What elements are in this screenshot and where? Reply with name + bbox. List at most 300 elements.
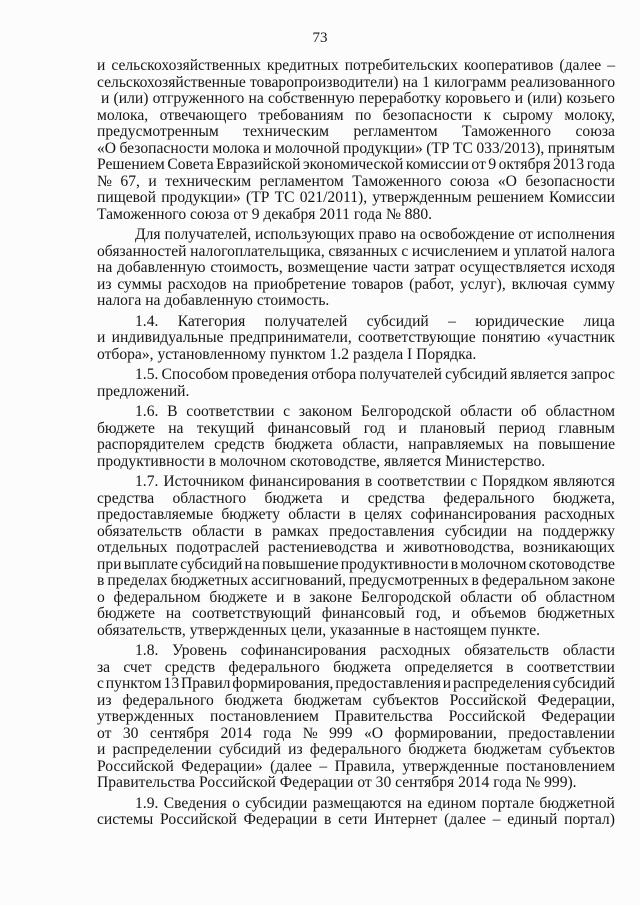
text-word: года [586, 156, 615, 173]
text-word: формирования, [232, 675, 334, 692]
text-word: Правительства [97, 774, 200, 791]
text-word: на [232, 275, 248, 293]
text-word: утвержденным [372, 189, 472, 206]
text-word: цели, [290, 621, 331, 639]
text-word: кооперативов [463, 57, 554, 74]
text-word: субсидий [552, 675, 615, 692]
text-word: суммы [117, 275, 162, 293]
text-line [97, 524, 615, 541]
text-word: молоку, [564, 106, 615, 124]
text-word: Таможенного [352, 172, 442, 190]
text-word: утвержденных [97, 708, 195, 725]
text-word: Сведения [163, 794, 227, 812]
text-word: областного [172, 489, 247, 507]
text-word: получателей, [164, 226, 252, 243]
text-word: на [400, 226, 416, 243]
text-word: области [562, 642, 615, 659]
text-word: скотоводстве, [289, 452, 384, 470]
text-word: указанные [330, 621, 404, 639]
text-word: декабря [263, 205, 320, 223]
text-word: на [168, 419, 184, 437]
text-word: 30 [375, 774, 396, 791]
text-word: молочном [460, 555, 527, 573]
text-word: соответствии [186, 403, 275, 420]
text-word: сельскохозяйственные [97, 73, 246, 91]
text-word: (далее [270, 757, 312, 775]
text-word: счет [123, 658, 152, 676]
text-word: пищевой [97, 189, 157, 206]
text-word: продукции» [161, 189, 241, 206]
text-word: запрос [570, 366, 615, 383]
text-word: ТС [274, 189, 295, 206]
text-word: бюджете [97, 419, 155, 437]
text-line [97, 557, 615, 574]
text-word: скотоводстве [528, 555, 615, 573]
text-word: в [450, 555, 459, 573]
text-word: продукции» [343, 139, 423, 157]
text-word: приобретение [253, 275, 347, 293]
text-word: единый [507, 811, 558, 828]
text-line [97, 404, 615, 421]
text-word: предусмотренным [97, 123, 219, 140]
text-word: федеральном [113, 588, 201, 606]
text-word: по [355, 106, 372, 124]
text-word: животноводства, [403, 539, 515, 556]
text-word: областном [545, 588, 615, 606]
text-word: 1.5. [135, 366, 159, 383]
text-word: «О [497, 172, 517, 190]
text-word: о [97, 588, 105, 606]
text-word: включая [511, 275, 568, 293]
text-word: 880. [404, 205, 433, 223]
text-word: сети [338, 811, 368, 828]
text-word: распорядителем [97, 436, 205, 453]
text-word: добавленную [117, 259, 206, 276]
text-word: о [232, 794, 240, 812]
text-word: федерального [228, 658, 320, 676]
text-word: в [208, 452, 220, 470]
text-word: при [97, 555, 122, 573]
text-word: год, [415, 605, 441, 622]
text-word: средства [367, 489, 425, 507]
text-word: № [385, 205, 405, 223]
text-word: расходов [167, 275, 227, 293]
document-body [97, 58, 615, 829]
text-word: в [293, 588, 301, 606]
text-word: на [145, 292, 165, 309]
text-word: пределах [107, 572, 168, 589]
text-word: Категория [177, 312, 246, 330]
text-word: отбора», [97, 345, 158, 363]
text-word: отбора [311, 366, 357, 383]
text-word: Правительства [334, 708, 433, 725]
text-word: продуктивности [97, 452, 209, 470]
text-word: с [401, 242, 409, 260]
text-word: 9 [488, 156, 497, 173]
text-word: бюджета [333, 658, 392, 676]
text-word: коровьего [445, 90, 511, 107]
text-word: утвержденные [402, 757, 499, 775]
text-line [97, 157, 615, 174]
text-word: субсидий [366, 312, 429, 330]
text-word: предприниматели, [229, 329, 352, 346]
text-word: и [451, 605, 461, 622]
text-word: Федерации, [537, 691, 615, 709]
text-word: Федерации [541, 708, 615, 725]
text-word: из [97, 691, 112, 709]
text-word: 1.2 [329, 345, 353, 363]
text-word: обязательств [97, 522, 182, 540]
text-line [97, 643, 615, 660]
text-word: безопасности [119, 139, 209, 157]
text-word: «О [97, 139, 117, 157]
text-word: собственную [267, 90, 355, 107]
text-word: субъектов [548, 741, 615, 758]
text-line [97, 174, 615, 191]
text-word: отвечающего [159, 106, 247, 124]
text-word: и [514, 90, 524, 107]
text-word: Российской [449, 691, 527, 709]
text-word: обязательств [464, 642, 550, 659]
text-word: предложений. [97, 382, 190, 400]
text-word: в [506, 658, 514, 676]
text-word: и [101, 90, 110, 107]
text-word: (или) [113, 90, 149, 107]
text-word: № [302, 724, 318, 742]
text-line [97, 693, 615, 710]
text-word: с [97, 675, 104, 692]
text-word: 1.6. [135, 403, 159, 420]
text-word: бюджете [97, 605, 155, 622]
text-word: на [248, 90, 264, 107]
text-word: софинансирования [240, 642, 367, 659]
text-word: Белгородской [360, 588, 452, 606]
text-word: утвержденных [189, 621, 291, 639]
text-word: период [498, 419, 546, 437]
text-word: 2014 [220, 724, 252, 742]
text-word: регламентом [259, 172, 344, 190]
text-line [97, 108, 615, 125]
text-word: Таможенного [461, 123, 552, 140]
text-word: на [513, 436, 529, 453]
text-word: проведения [231, 366, 309, 383]
text-word: Белгородской [360, 403, 452, 420]
text-word: от [471, 156, 486, 173]
text-word: настоящем [414, 621, 491, 639]
text-word: в [403, 621, 415, 639]
text-word: Порядка. [416, 345, 477, 363]
text-word: поддержку [542, 522, 615, 540]
text-line [97, 227, 615, 244]
text-word: 1.7. [135, 473, 159, 490]
text-line [97, 796, 615, 813]
text-word: с [283, 403, 291, 420]
text-word: В [167, 403, 178, 420]
text-word: кредитных [266, 57, 339, 74]
text-word: стоимость, [210, 259, 283, 276]
text-word: и [97, 329, 106, 346]
text-word: Интернет [374, 811, 438, 828]
text-word: право [358, 226, 397, 243]
text-word: переработку [358, 90, 442, 107]
text-word: 999). [544, 774, 577, 791]
text-word: за [97, 658, 111, 676]
text-word: от [97, 724, 112, 742]
text-word: ассигнований, [251, 572, 346, 589]
text-word: товаров [351, 275, 404, 293]
text-word: субсидии [245, 794, 308, 812]
text-word: области [192, 522, 245, 540]
text-word: законе [309, 588, 353, 606]
text-line [97, 590, 615, 607]
text-word: Федерации [243, 811, 318, 828]
text-word: 1.8. [135, 642, 159, 659]
text-word: на [244, 555, 260, 573]
text-line [97, 775, 615, 792]
text-word: и [97, 57, 106, 74]
text-word: освобождение [419, 226, 515, 243]
text-word: потребительских [344, 57, 458, 74]
text-word: системы [97, 811, 154, 828]
text-word: и [263, 139, 272, 157]
text-word: бюджетам [293, 691, 362, 709]
text-word: I [407, 345, 417, 363]
text-line [97, 507, 615, 524]
text-word: федерального [122, 691, 214, 709]
text-line [97, 260, 615, 277]
text-word: исполнения [536, 226, 615, 243]
text-word: № [525, 774, 545, 791]
text-word: установленному [157, 345, 270, 363]
text-word: бюджетных [537, 605, 615, 622]
text-word: Для [135, 226, 161, 243]
text-line [97, 244, 615, 261]
text-word: областном [545, 403, 615, 420]
text-word: юридические [475, 312, 565, 330]
text-word: уплатой [513, 242, 568, 260]
text-word: в [364, 473, 373, 490]
text-word: Комиссии [549, 189, 615, 206]
text-word: 021/2011), [299, 189, 368, 206]
text-word: «участник [546, 329, 615, 346]
text-word: Правил [180, 675, 231, 692]
text-word: – [448, 312, 456, 330]
text-word: товаропроизводители) [249, 73, 399, 91]
text-word: (работ, [409, 275, 455, 293]
text-word: к [483, 106, 492, 124]
text-line [97, 742, 615, 759]
text-word: и [442, 675, 452, 692]
text-word: от [357, 774, 376, 791]
text-word: субсидий [445, 366, 508, 383]
text-word: Порядком [482, 473, 549, 490]
text-word: Российской [448, 708, 526, 725]
text-word: налога [97, 292, 146, 309]
text-word: с [470, 473, 478, 490]
text-word: растениеводства [267, 539, 378, 556]
text-word: исходя [570, 259, 615, 276]
text-word: от [518, 226, 533, 243]
text-word: расходных [544, 506, 615, 523]
text-word: Таможенного [97, 205, 191, 223]
text-word: продуктивности [340, 555, 449, 573]
text-word: бюджета [264, 489, 323, 507]
text-word: ТС [452, 139, 473, 157]
text-word: из [288, 741, 303, 758]
text-word: области [288, 506, 341, 523]
text-word: субсидий [180, 555, 243, 573]
text-word: сентября [149, 724, 209, 742]
text-word: Уровень [172, 642, 227, 659]
text-line [97, 367, 615, 384]
text-line [97, 437, 615, 454]
text-line [97, 759, 615, 776]
text-line [97, 573, 615, 590]
text-word: налога [570, 242, 615, 260]
text-word: определяется [404, 658, 493, 676]
text-word: октября [498, 156, 551, 173]
text-word: текущий [196, 419, 255, 437]
text-word: «О [363, 724, 383, 742]
text-word: молочном [219, 452, 290, 470]
text-word: лица [583, 312, 615, 330]
text-word: размещаются [312, 794, 402, 812]
text-word: молочной [274, 139, 340, 157]
text-word: требованиям [258, 106, 344, 124]
text-word: федерального [309, 741, 402, 758]
text-line [97, 540, 615, 557]
text-word: области [460, 588, 513, 606]
text-line [97, 384, 615, 401]
text-word: Решением [97, 156, 165, 173]
text-word: сентября [395, 774, 459, 791]
text-line [97, 207, 615, 224]
text-word: Министерство. [445, 452, 546, 470]
text-word: бюджетам [473, 741, 542, 758]
text-line [97, 330, 615, 347]
text-line [97, 314, 615, 331]
text-line [97, 75, 615, 92]
text-word: в [97, 572, 105, 589]
text-word: 1 [422, 73, 430, 91]
text-word: (далее [559, 57, 602, 74]
text-word: пунктом [105, 675, 162, 692]
text-word: объемов [471, 605, 527, 622]
text-word: год [363, 419, 386, 437]
text-word: Федерации» [181, 757, 263, 775]
text-word: предоставляемые [97, 506, 214, 523]
text-word: является [383, 452, 446, 470]
text-word: года [353, 205, 386, 223]
text-word: индивидуальные [111, 329, 224, 346]
text-line [97, 676, 615, 693]
text-word: бюджетной [539, 794, 615, 812]
text-word: распределении [112, 741, 212, 758]
text-word: в [254, 522, 262, 540]
text-word: Федерации [279, 774, 358, 791]
text-word: бюджета, [552, 489, 615, 507]
text-word: субсидии [444, 522, 507, 540]
text-word: (ТР [426, 139, 450, 157]
text-word: 30 [122, 724, 139, 742]
text-line [97, 491, 615, 508]
text-word: и [276, 588, 285, 606]
text-word: обязанностей [97, 242, 187, 260]
text-word: средства [97, 489, 155, 507]
text-word: обязательств, [97, 621, 190, 639]
text-word: сумму [573, 275, 615, 293]
text-word: в [348, 506, 357, 523]
text-word: бюджетных [170, 572, 249, 589]
text-word: стоимость. [256, 292, 330, 309]
text-line [97, 812, 615, 829]
text-word: союза [575, 123, 615, 140]
text-word: субъектов [372, 691, 439, 709]
text-word: на [406, 794, 423, 812]
text-word: Евразийской [216, 156, 301, 173]
text-word: Российской [160, 811, 237, 828]
text-word: осуществляется [459, 259, 566, 276]
text-line [97, 709, 615, 726]
text-word: принятым [547, 139, 615, 157]
text-word: в [324, 811, 332, 828]
text-word: использующих [255, 226, 355, 243]
text-line [97, 660, 615, 677]
text-word: и [386, 539, 395, 556]
text-word: предоставлении [508, 724, 615, 742]
text-word: выплате [123, 555, 178, 573]
text-word: 67, [120, 172, 140, 190]
text-word: постановлением [210, 708, 319, 725]
text-word: предусмотренных [348, 572, 469, 589]
text-word: средств [214, 436, 265, 453]
text-word: главным [558, 419, 615, 437]
text-word: об [521, 403, 537, 420]
text-word: 9 [251, 205, 264, 223]
text-word: на [165, 605, 182, 622]
text-word: сырому [502, 106, 553, 124]
text-word: на [97, 259, 113, 276]
text-word: Российской [97, 757, 174, 775]
text-line [97, 293, 615, 310]
text-word: бюджету [221, 506, 280, 523]
text-word: пунктом [269, 345, 330, 363]
text-word: 2011 [319, 205, 354, 223]
text-word: 2014 [458, 774, 494, 791]
text-word: является [510, 366, 568, 383]
text-word: софинансирования [410, 506, 537, 523]
text-line [97, 454, 615, 471]
text-word: соответствии [377, 473, 466, 490]
text-word: бюджете [209, 588, 268, 606]
text-line [97, 474, 615, 491]
text-word: (далее [444, 811, 486, 828]
text-word: формировании, [394, 724, 497, 742]
text-word: плановый [419, 419, 486, 437]
text-word: килограмм [434, 73, 507, 91]
text-word: распределения [453, 675, 551, 692]
text-line [97, 623, 615, 640]
text-line [97, 277, 615, 294]
text-word: услуг), [459, 275, 506, 293]
text-word: Российской [199, 774, 280, 791]
text-line [97, 347, 615, 364]
text-word: финансирования [249, 473, 360, 490]
text-word: комиссии [405, 156, 469, 173]
text-word: 2013 [553, 156, 585, 173]
text-word: пункте. [490, 621, 541, 639]
text-word: Источником [163, 473, 245, 490]
